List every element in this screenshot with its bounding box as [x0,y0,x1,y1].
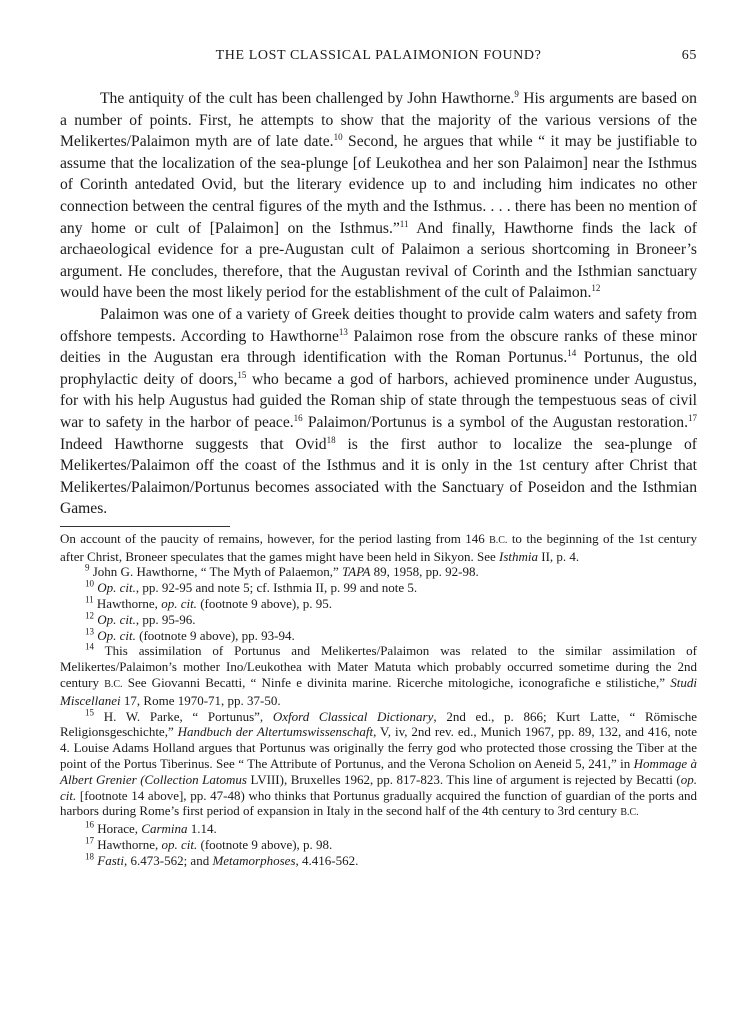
page-number: 65 [681,48,697,63]
footnote-ref[interactable]: 10 [333,132,343,142]
footnote-16: $^{16}$ Horace, Carmina 1.14. [85,819,217,837]
footnote-13: $^{13}$ Op. cit. (footnote 9 above), pp. 93-94. [85,626,295,643]
footnote-10: $^{10}$ Op. cit., pp. 92-95 and note 5; cf. Isthmia II, p. 99 and note 5. [85,578,418,596]
footnote-15: $^{15}$ H. W. Parke, “ Portunus”, Oxford Classical Dictionary, 2nd ed., p. 866; Kurt Latte, “ Römische Religionsgeschichte,” Handbuch der Altertumswissenschaft, V, iv, 2nd rev. ed., Munich 1967, pp. 89, 132, and 416, note 4. Louise Adams Holland argues that Portunus was originally the ferry god who protected those crossing the Tiber at the point of the Portus Tiberinus. See “ The Attribute of Portunus, and the Verona Scholion on Aeneid 5, 241,” in Hommage à Albert Grenier (Collection Latomus LVIII), Bruxelles 1962, pp. 817-823. This line of argument is rejected by Becatti (op. cit. [footnote 14 above], pp. 47-48) who thinks that Portunus gradually acquired the function of guardian of the ports and harbors during Rome’s first period of expansion in Italy in the second half of the 4th century to 3rd century B.C. [60,707,698,819]
footnote-ref[interactable]: 12 [591,283,601,294]
footnote-12: $^{12}$ Op. cit., pp. 95-96. [85,610,196,627]
footnote-11: $^{11}$ Hawthorne, op. cit. (footnote 9 above), p. 95. [85,594,332,612]
footnote-ref[interactable]: 9 [514,88,519,99]
paragraph: Palaimon was one of a variety of Greek deities thought to provide calm waters and safety from offshore tempests. According to Hawthorne$^{13}$ Palaimon rose from the obscure ranks of these minor deities in the Augustan era through identification with the Roman Portunus.$^{14}$ Portunus, the old prophylactic deity of doors,$^{15}$ who became a god of harbors, achieved prominence under Augustus, for with his help Augustus had guided the Roman ship of state through the tempestuous seas of civil war to safety in the harbor of peace.$^{16}$ Palaimon/Portunus is a symbol of the Augustan restoration.$^{17}$ Indeed Hawthorne suggests that Ovid$^{18}$ is the first author to localize the sea-plunge of Melikertes/Palaimon off the coast of the Isthmus and it is only in the 1st century after Christ that Melikertes/Palaimon/Portunus becomes associated with the Sanctuary of Poseidon and the Isthmian Games. [60,305,698,518]
footnote-ref[interactable]: 13 [338,326,348,337]
footnote-ref[interactable]: 11 [399,218,409,229]
page [60,48,697,869]
footnote-ref[interactable]: 17 [688,412,697,423]
footnote-continuation: On account of the paucity of remains, however, for the period lasting from 146 B.C. to the beginning of the 1st century after Christ, Broneer speculates that the games might have been held in Sikyon. See Isthmia II, p. 4. [60,530,697,564]
footnotes [60,531,697,869]
footnote-14: $^{14}$ This assimilation of Portunus and Melikertes/Palaimon was related to the similar assimilation of Melikertes/Palaimon’s mother Ino/Leukothea with Mater Matuta which probably occurred sometime during the 2nd century B.C. See Giovanni Becatti, “ Ninfe e divinita marine. Ricerche mitologiche, iconografiche e stilistiche,” Studi Miscellanei 17, Rome 1970-71, pp. 37-50. [60,642,698,708]
footnote-ref[interactable]: 16 [293,412,303,423]
footnote-ref[interactable]: 18 [326,434,336,445]
running-title: THE LOST CLASSICAL PALAIMONION FOUND? [215,48,542,63]
footnote-ref[interactable]: 15 [237,369,247,380]
footnote-divider [60,526,230,527]
footnote-9: $^9$ John G. Hawthorne, “ The Myth of Palaemon,” TAPA 89, 1958, pp. 92-98. [85,563,479,580]
paragraph: The antiquity of the cult has been challenged by John Hawthorne.$^9$ His arguments are based on a number of points. First, he attempts to show that the majority of the various versions of the Melikertes/Palaimon myth are of late date.$^{10}$ Second, he argues that while “ it may be justifiable to assume that the localization of the sea-plunge [of Leukothea and her son Palaimon] near the Isthmus of Corinth antedated Ovid, but the literary evidence up to and including him indicates no other connection between the central figures of the myth and the Isthmus. . . . there has been no mention of any home or cult of [Palaimon] on the Isthmus.”$^{11}$ And finally, Hawthorne finds the lack of archaeological evidence for a pre-Augustan cult of Palaimon a serious shortcoming in Broneer’s argument. He concludes, therefore, that the Augustan revival of Corinth and the Isthmian sanctuary would have been the most likely period for the establishment of the cult of Palaimon.$^{12}$ [60,88,697,302]
footnote-18: $^{18}$ Fasti, 6.473-562; and Metamorphoses, 4.416-562. [85,851,359,868]
footnote-17: $^{17}$ Hawthorne, op. cit. (footnote 9 above), p. 98. [85,835,333,853]
footnote-ref[interactable]: 14 [567,347,577,358]
body-text [60,88,697,520]
running-header [60,48,697,72]
